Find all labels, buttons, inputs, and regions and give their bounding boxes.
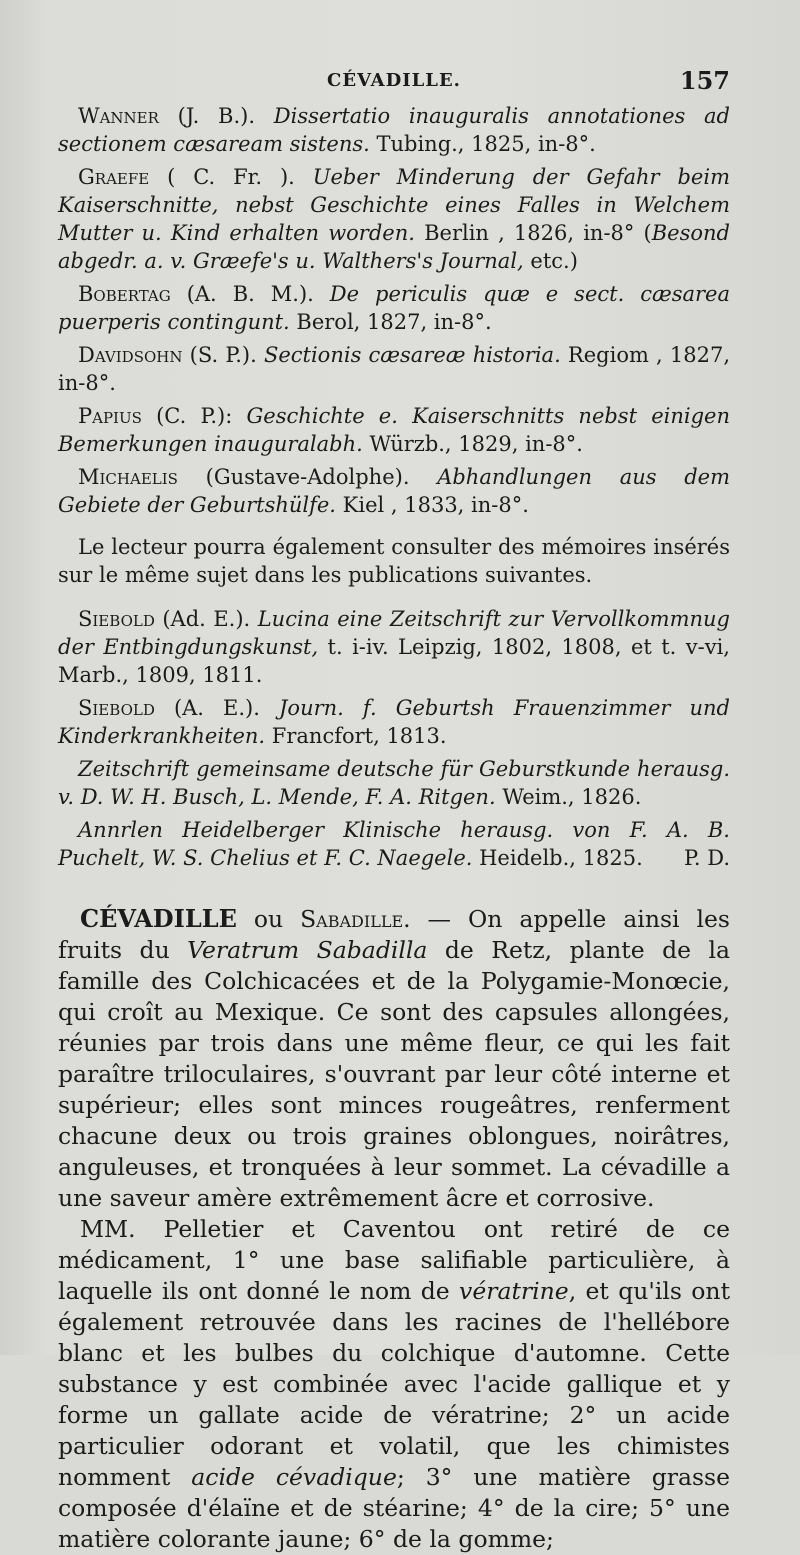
article-headword-alt: Sabadille. (300, 905, 411, 933)
para-text: de Retz, plante de la famille des Colchicacées et de la Polygamie-Monœcie, qui croît au Mexique. Ce sont des capsules allongées, réunies par trois dans une même fleur, ce qui les fait paraître triloculaires, s'ouvrant par leur côté interne et supérieur; elles sont minces rougeâtres, renferment chacune deux ou trois graines oblongues, noirâtres, anguleuses, et tronquées à leur sommet. La cévadille a une saveur amère extrêmement âcre et corrosive. (58, 936, 730, 1212)
bib-author: Davidsohn (78, 343, 183, 367)
pub-details: Francfort, 1813. (265, 724, 447, 748)
headword-connector: ou (236, 905, 301, 933)
bib-details: Kiel , 1833, in-8°. (335, 493, 529, 517)
article-headword: CÉVADILLE (80, 904, 237, 933)
publications-list (58, 605, 730, 872)
article-paragraph (58, 903, 730, 1214)
bib-author: Graefe (78, 165, 150, 189)
bib-entry (58, 280, 730, 336)
reader-note: Le lecteur pourra également consulter des mémoires insérés sur le même sujet dans les publications suivantes. (58, 535, 730, 587)
para-text: — On appelle ainsi les fruits du (58, 905, 730, 964)
bib-entry (58, 402, 730, 458)
pub-title: Journ. f. Geburtsh Frauenzimmer und Kinderkrankheiten. (58, 696, 730, 748)
bib-details: Regiom , 1827, in-8°. (58, 343, 731, 395)
pub-title: Lucina eine Zeitschrift zur Vervollkommnug der Entbingdungskunst, (58, 607, 730, 659)
para-text: ; 3° une matière grasse composée d'élaïne et de stéarine; 4° de la cire; 5° une matière colorante jaune; 6° de la gomme; (58, 1463, 731, 1553)
page-number: 157 (679, 66, 730, 95)
bib-entry (58, 102, 730, 158)
running-title: CÉVADILLE. (327, 70, 461, 91)
bib-initials: (S. P.). (182, 343, 264, 367)
bib-author: Wanner (78, 104, 159, 128)
publication-entry (58, 816, 730, 872)
pub-details: Weim., 1826. (495, 785, 642, 809)
publication-entry (58, 755, 730, 811)
bib-initials: (Gustave-Adolphe). (177, 465, 438, 489)
bib-details: Berlin , 1826, in-8° ( (414, 221, 652, 245)
bib-title: Dissertatio inauguralis annotationes ad sectionem cæsaream sistens. (58, 104, 730, 156)
bib-entry (58, 341, 730, 397)
pub-initials: (Ad. E.). (154, 607, 258, 631)
article-body (58, 903, 730, 1555)
pub-details: t. i-iv. Leipzig, 1802, 1808, et t. v-vi, Marb., 1809, 1811. (58, 635, 730, 687)
author-signature: P. D. (684, 846, 730, 870)
publication-entry (58, 605, 730, 689)
bib-initials: (A. B. M.). (170, 282, 330, 306)
pub-initials: (A. E.). (154, 696, 280, 720)
para-text: MM. Pelletier et Caventou ont retiré de ce médicament, 1° une base salifiable particulière, à laquelle ils ont donné le nom de (58, 1215, 730, 1305)
bib-title: Geschichte e. Kaiserschnitts nebst einigen Bemerkungen inauguralabh. (58, 404, 730, 456)
bibliography-list (58, 102, 730, 519)
pub-details: Heidelb., 1825. (472, 846, 643, 870)
bib-title: Abhandlungen aus dem Gebiete der Geburtshülfe. (58, 465, 730, 517)
pub-author: Siebold (78, 696, 155, 720)
bib-initials: (C. P.): (141, 404, 247, 428)
bib-details: Berol, 1827, in-8°. (289, 310, 492, 334)
bib-title: De periculis quæ e sect. cæsarea puerperis contingunt. (58, 282, 731, 334)
bib-details-secondary: etc.) (523, 249, 578, 273)
term-acide-cevadique: acide cévadique (191, 1463, 397, 1491)
publication-entry (58, 694, 730, 750)
term-veratrine: vératrine (459, 1277, 569, 1305)
bib-title-secondary: Besond abgedr. a. v. Græefe's u. Walthers's Journal, (58, 221, 730, 273)
species-name: Veratrum Sabadilla (187, 936, 428, 964)
bib-title: Sectionis cæsareæ historia. (263, 343, 561, 367)
section-gap (58, 877, 730, 903)
bib-initials: ( C. Fr. ). (149, 165, 313, 189)
bib-details: Tubing., 1825, in-8°. (369, 132, 596, 156)
pub-author: Siebold (78, 607, 155, 631)
para-text: , et qu'ils ont également retrouvée dans les racines de l'hellébore blanc et les bulbes du colchique d'automne. Cette substance y est combinée avec l'acide gallique et y forme un gallate acide de vératrine; 2° un acide particulier odorant et volatil, que les chimistes nomment (58, 1277, 731, 1491)
pub-title: Annrlen Heidelberger Klinische herausg. von F. A. B. Puchelt, W. S. Chelius et F. C. Naegele. (58, 818, 730, 870)
bib-entry (58, 463, 730, 519)
bib-title: Ueber Minderung der Gefahr beim Kaiserschnitte, nebst Geschichte eines Falles in Welchem Mutter u. Kind erhalten worden. (58, 165, 730, 245)
running-head (58, 62, 730, 102)
bib-initials: (J. B.). (158, 104, 274, 128)
article-paragraph (58, 1214, 730, 1555)
bib-author: Michaelis (78, 465, 178, 489)
bib-entry (58, 163, 730, 275)
pub-title: Zeitschrift gemeinsame deutsche für Geburstkunde herausg. v. D. W. H. Busch, L. Mende, F. A. Ritgen. (58, 757, 730, 809)
bib-details: Würzb., 1829, in-8°. (362, 432, 583, 456)
bib-author: Bobertag (78, 282, 171, 306)
bib-author: Papius (78, 404, 142, 428)
